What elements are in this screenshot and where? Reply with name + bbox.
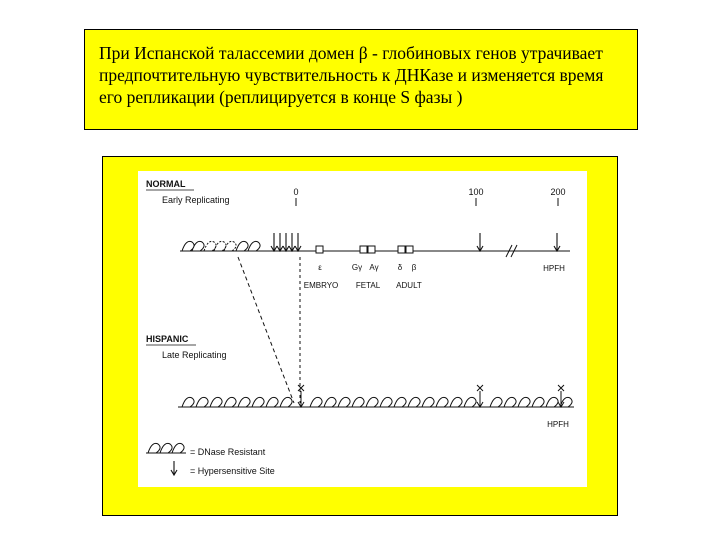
normal-title: NORMAL [146, 179, 186, 189]
hispanic-hs-hpfh [558, 385, 564, 407]
gene-beta-box [406, 246, 413, 253]
hispanic-hs-100 [477, 385, 483, 407]
gene-epsilon-label: ε [318, 263, 322, 272]
hs-arrow-5 [295, 233, 301, 251]
hispanic-title: HISPANIC [146, 334, 189, 344]
stage-fetal-label: FETAL [355, 281, 381, 290]
caption-box [84, 29, 638, 130]
gene-agamma-label: Aγ [369, 263, 379, 272]
hs-arrow-100 [477, 233, 483, 251]
caption-line-2: предпочтительную чувствительность к ДНКазе и изменяется время [99, 65, 604, 85]
hs-arrow-hpfh [554, 233, 560, 251]
hispanic-dnase-coils-left [182, 397, 292, 407]
gene-delta-label: δ [397, 263, 403, 272]
scale-label-200: 200 [550, 187, 566, 197]
gene-delta-box [398, 246, 405, 253]
legend-hypersensitive-arrow-icon [171, 461, 177, 475]
hs-arrow-4 [289, 233, 295, 251]
globin-locus-diagram [138, 171, 587, 487]
normal-dnase-coil-2 [204, 241, 236, 251]
caption-line-1: При Испанской талассемии домен β - глобиновых генов утрачивает [99, 43, 603, 63]
stage-embryo-label: EMBRYO [303, 281, 339, 290]
normal-subtitle: Early Replicating [162, 195, 230, 205]
hpfh-label-bottom: HPFH [547, 420, 569, 429]
deletion-line-left [238, 257, 294, 403]
hs-arrow-2 [277, 233, 283, 251]
hispanic-dnase-coils-middle [310, 397, 476, 407]
scale-label-0: 0 [293, 187, 299, 197]
normal-dnase-coil-1 [182, 241, 204, 251]
hispanic-subtitle: Late Replicating [162, 350, 227, 360]
gene-beta-label: β [411, 263, 417, 272]
legend-dnase-coil-icon [148, 443, 184, 453]
hpfh-label-top: HPFH [543, 264, 565, 273]
gene-agamma-box [368, 246, 375, 253]
normal-dnase-coil-3 [236, 241, 260, 251]
figure-panel [138, 171, 587, 487]
hs-arrow-3 [283, 233, 289, 251]
gene-ggamma-label: Gγ [351, 263, 363, 272]
legend-dnase-label: = DNase Resistant [190, 447, 266, 457]
gene-epsilon-box [316, 246, 323, 253]
gene-ggamma-box [360, 246, 367, 253]
legend-hypersensitive-label: = Hypersensitive Site [190, 466, 275, 476]
hispanic-deleted-hs-0 [298, 385, 304, 407]
caption-line-3: его репликации (реплицируется в конце S фазы ) [99, 87, 463, 107]
hs-arrow-1 [271, 233, 277, 251]
stage-adult-label: ADULT [396, 281, 422, 290]
scale-label-100: 100 [468, 187, 484, 197]
